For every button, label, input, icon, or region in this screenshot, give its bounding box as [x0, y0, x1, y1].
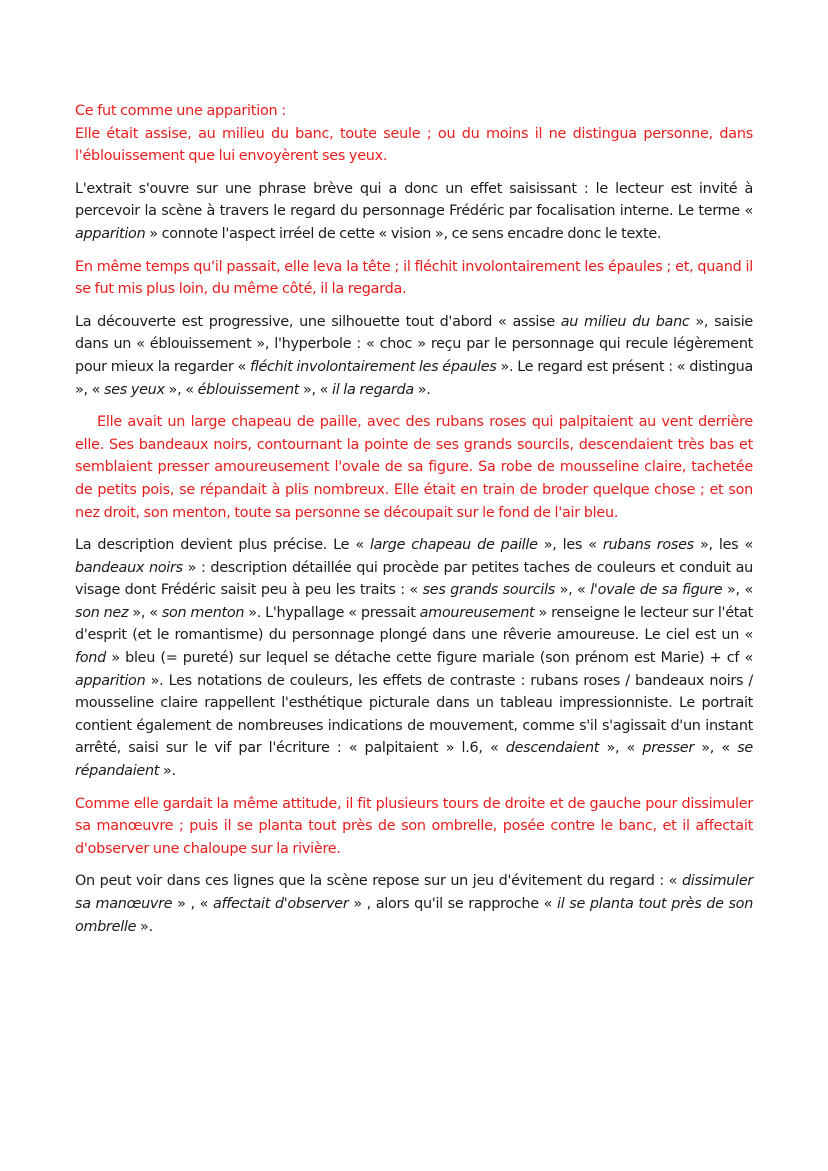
- text-run: Elle était assise, au milieu du banc, toute seule ; ou du moins il ne distingua personne, dans l'éblouissement que lui envoyèrent ses yeux.: [75, 125, 753, 165]
- quoted-excerpt-paragraph: [75, 411, 753, 524]
- text-run: », les «: [537, 537, 603, 554]
- text-run: Elle avait un large chapeau de paille, avec des rubans roses qui palpitaient au vent derrière elle. Ses bandeaux noirs, contournant la pointe de ses grands sourcils, descendaient très bas et semblaient presser amoureusement l'ovale de sa figure. Sa robe de mousseline claire, tachetée de petits pois, se répandait à plis nombreux. Elle était en train de broder quelque chose ; et son nez droit, son menton, toute sa personne se découpait sur le fond de l'air bleu.: [75, 414, 753, 521]
- text-run: ». Les notations de couleurs, les effets de contraste : rubans roses / bandeaux noirs / mousseline claire rappellent l'esthétique picturale dans un tableau impressionniste. Le portrait contient également de nombreuses indications de mouvement, comme s'il s'agissait d'un instant arrêté, saisi sur le vif par l'écriture : « palpitaient » l.6, «: [75, 672, 753, 757]
- quoted-term: se répandaient: [75, 740, 753, 780]
- quoted-term: fléchit involontairement les épaules: [249, 358, 497, 375]
- text-run: En même temps qu'il passait, elle leva la tête ; il fléchit involontairement les épaules ; et, quand il se fut mis plus loin, du même côté, il la regarda.: [75, 258, 753, 298]
- quoted-excerpt-paragraph: [75, 256, 753, 301]
- quoted-term: amoureusement: [419, 604, 535, 621]
- text-run: ».: [136, 918, 153, 935]
- text-run: La description devient plus précise. Le «: [75, 537, 370, 554]
- quoted-term: dissimuler sa manœuvre: [75, 873, 753, 912]
- text-run: L'extrait s'ouvre sur une phrase brève qui a donc un effet saisissant : le lecteur est invité à percevoir la scène à travers le regard du personnage Frédéric par focalisation interne. Le terme «: [75, 180, 753, 220]
- text-run: ». Le regard est présent : « distingua », «: [75, 358, 754, 398]
- text-run: La découverte est progressive, une silhouette tout d'abord « assise: [75, 313, 561, 330]
- text-run: » bleu (= pureté) sur lequel se détache cette figure mariale (son prénom est Marie) + cf «: [105, 650, 753, 667]
- quoted-term: bandeaux noirs: [75, 559, 183, 576]
- text-run: ».: [413, 381, 431, 398]
- text-run: », les «: [693, 537, 754, 554]
- text-run: » renseigne le lecteur sur l'état d'esprit (et le romantisme) du personnage plongé dans une rêverie amoureuse. Le ciel est un «: [75, 604, 753, 644]
- quoted-term: apparition: [75, 672, 146, 689]
- text-run: », «: [599, 740, 643, 757]
- text-run: ».: [159, 763, 176, 780]
- text-run: », saisie dans un « éblouissement », l'hyperbole : « choc » reçu par le personnage qui recule légèrement pour mieux la regarder «: [75, 313, 753, 375]
- text-run: » connote l'aspect irréel de cette « vision », ce sens encadre donc le texte.: [145, 225, 662, 242]
- quoted-term: descendaient: [505, 740, 600, 757]
- commentary-paragraph: [75, 178, 753, 246]
- text-run: » : description détaillée qui procède par petites taches de couleurs et conduit au visage dont Frédéric saisit peu à peu les traits : «: [75, 559, 753, 599]
- quoted-term: il la regarda: [332, 381, 414, 398]
- quoted-term: il se planta tout près de son ombrelle: [75, 896, 754, 935]
- quoted-term: rubans roses: [602, 537, 694, 554]
- quoted-term: l'ovale de sa figure: [590, 582, 723, 599]
- commentary-paragraph: [75, 870, 753, 938]
- quoted-term: apparition: [75, 225, 146, 242]
- quoted-term: large chapeau de paille: [369, 537, 538, 554]
- text-run: Ce fut comme une apparition :: [75, 103, 286, 119]
- text-run: ». L'hypallage « pressait: [244, 604, 420, 621]
- text-run: » , alors qu'il se rapproche «: [348, 896, 558, 912]
- text-run: », «: [299, 381, 333, 398]
- text-run: Comme elle gardait la même attitude, il fit plusieurs tours de droite et de gauche pour dissimuler sa manœuvre ; puis il se planta tout près de son ombrelle, posée contre le banc, et il affectait d'observer une chaloupe sur la rivière.: [75, 795, 753, 857]
- text-run: », «: [554, 582, 591, 599]
- quoted-term: son menton: [161, 604, 245, 621]
- quoted-excerpt-paragraph: [75, 100, 753, 168]
- text-run: », «: [164, 381, 198, 398]
- quoted-term: ses yeux: [104, 381, 165, 398]
- quoted-term: son nez: [75, 604, 129, 621]
- text-run: », «: [693, 740, 738, 757]
- quoted-term: fond: [75, 650, 106, 667]
- quoted-excerpt-paragraph: [75, 793, 753, 861]
- text-run: », «: [128, 604, 162, 621]
- quoted-term: ses grands sourcils: [422, 582, 555, 599]
- quoted-term: affectait d'observer: [212, 896, 349, 912]
- text-run: », «: [722, 582, 753, 599]
- quoted-term: au milieu du banc: [560, 313, 690, 330]
- text-run: On peut voir dans ces lignes que la scène repose sur un jeu d'évitement du regard : «: [75, 873, 682, 890]
- commentary-paragraph: [75, 534, 753, 783]
- text-run: » , «: [172, 896, 213, 912]
- quoted-term: presser: [642, 740, 694, 757]
- quoted-term: éblouissement: [197, 381, 300, 398]
- document-body: [75, 100, 753, 938]
- commentary-paragraph: [75, 311, 753, 401]
